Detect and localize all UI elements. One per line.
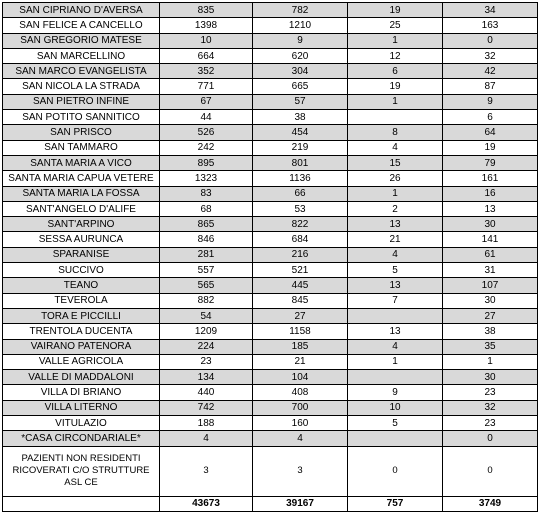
total-cases-cell: 664 <box>160 48 253 63</box>
table-row <box>3 232 538 247</box>
positive-cell: 30 <box>443 217 538 232</box>
recovered-cell: 445 <box>253 278 348 293</box>
deaths-cell: 19 <box>348 79 443 94</box>
table-row <box>3 416 538 431</box>
deaths-cell: 2 <box>348 201 443 216</box>
table-row <box>3 94 538 109</box>
recovered-cell: 38 <box>253 110 348 125</box>
total-cases-cell: 4 <box>160 431 253 446</box>
table-body <box>3 3 538 512</box>
total-cases-cell: 565 <box>160 278 253 293</box>
positive-cell: 64 <box>443 125 538 140</box>
municipality-cell: SAN TAMMARO <box>3 140 160 155</box>
recovered-cell: 665 <box>253 79 348 94</box>
positive-cell: 61 <box>443 247 538 262</box>
recovered-cell: 1158 <box>253 324 348 339</box>
deaths-cell: 25 <box>348 18 443 33</box>
municipality-cell: SAN GREGORIO MATESE <box>3 33 160 48</box>
total-cases-cell: 526 <box>160 125 253 140</box>
recovered-cell: 66 <box>253 186 348 201</box>
deaths-cell: 4 <box>348 339 443 354</box>
total-cases-cell: 352 <box>160 64 253 79</box>
municipality-cell: SPARANISE <box>3 247 160 262</box>
municipality-cell: SAN MARCELLINO <box>3 48 160 63</box>
municipality-cell: SAN PIETRO INFINE <box>3 94 160 109</box>
deaths-cell: 13 <box>348 217 443 232</box>
deaths-cell: 13 <box>348 278 443 293</box>
positive-cell: 42 <box>443 64 538 79</box>
total-cases-cell: 440 <box>160 385 253 400</box>
municipality-cell: VALLE DI MADDALONI <box>3 370 160 385</box>
positive-cell: 34 <box>443 3 538 18</box>
deaths-cell: 0 <box>348 446 443 496</box>
deaths-cell: 9 <box>348 385 443 400</box>
table-row <box>3 140 538 155</box>
total-cases-cell: 865 <box>160 217 253 232</box>
positive-cell: 27 <box>443 308 538 323</box>
municipality-cell: TEANO <box>3 278 160 293</box>
positive-cell: 32 <box>443 48 538 63</box>
recovered-cell: 454 <box>253 125 348 140</box>
municipality-cell: SAN PRISCO <box>3 125 160 140</box>
table-row <box>3 64 538 79</box>
total-cases-cell: 54 <box>160 308 253 323</box>
table-row <box>3 339 538 354</box>
positive-cell: 30 <box>443 370 538 385</box>
recovered-cell: 1210 <box>253 18 348 33</box>
recovered-cell: 1136 <box>253 171 348 186</box>
table-row <box>3 247 538 262</box>
deaths-cell <box>348 431 443 446</box>
positive-cell: 107 <box>443 278 538 293</box>
total-cases-cell: 895 <box>160 155 253 170</box>
table-row <box>3 186 538 201</box>
municipality-cell: SANTA MARIA A VICO <box>3 155 160 170</box>
total-cases-cell: 771 <box>160 79 253 94</box>
recovered-cell: 521 <box>253 263 348 278</box>
deaths-cell: 4 <box>348 140 443 155</box>
total-cases-cell: 1209 <box>160 324 253 339</box>
recovered-cell: 700 <box>253 400 348 415</box>
deaths-cell <box>348 308 443 323</box>
deaths-cell: 10 <box>348 400 443 415</box>
deaths-cell: 8 <box>348 125 443 140</box>
deaths-cell <box>348 370 443 385</box>
deaths-cell: 15 <box>348 155 443 170</box>
total-cases-cell: 281 <box>160 247 253 262</box>
recovered-cell: 845 <box>253 293 348 308</box>
recovered-cell: 160 <box>253 416 348 431</box>
positive-cell: 16 <box>443 186 538 201</box>
municipality-cell: SAN NICOLA LA STRADA <box>3 79 160 94</box>
table-row <box>3 293 538 308</box>
municipality-cell: SESSA AURUNCA <box>3 232 160 247</box>
recovered-cell: 801 <box>253 155 348 170</box>
table-row <box>3 400 538 415</box>
positive-cell: 163 <box>443 18 538 33</box>
table-row <box>3 431 538 446</box>
recovered-cell: 408 <box>253 385 348 400</box>
positive-cell: 38 <box>443 324 538 339</box>
positive-cell: 6 <box>443 110 538 125</box>
recovered-cell: 185 <box>253 339 348 354</box>
deaths-cell: 12 <box>348 48 443 63</box>
total-cases-cell: 3 <box>160 446 253 496</box>
total-cases-cell: 882 <box>160 293 253 308</box>
covid-cases-table <box>2 2 538 512</box>
recovered-cell: 9 <box>253 33 348 48</box>
municipality-cell: SAN CIPRIANO D'AVERSA <box>3 3 160 18</box>
deaths-cell: 6 <box>348 64 443 79</box>
positive-cell: 87 <box>443 79 538 94</box>
positive-cell: 32 <box>443 400 538 415</box>
recovered-cell: 216 <box>253 247 348 262</box>
table-row <box>3 155 538 170</box>
total-deaths-cell: 757 <box>348 496 443 511</box>
non-resident-patients-row <box>3 446 538 496</box>
positive-cell: 23 <box>443 416 538 431</box>
recovered-cell: 620 <box>253 48 348 63</box>
municipality-cell: SANTA MARIA LA FOSSA <box>3 186 160 201</box>
deaths-cell: 19 <box>348 3 443 18</box>
municipality-cell: TEVEROLA <box>3 293 160 308</box>
total-cases-cell: 44 <box>160 110 253 125</box>
table-row <box>3 3 538 18</box>
table-row <box>3 324 538 339</box>
table-row <box>3 79 538 94</box>
municipality-cell: SANTA MARIA CAPUA VETERE <box>3 171 160 186</box>
total-cases-cell: 134 <box>160 370 253 385</box>
positive-cell: 31 <box>443 263 538 278</box>
total-cases-cell: 835 <box>160 3 253 18</box>
total-cases-cell: 68 <box>160 201 253 216</box>
deaths-cell: 21 <box>348 232 443 247</box>
positive-cell: 23 <box>443 385 538 400</box>
positive-cell: 161 <box>443 171 538 186</box>
table-row <box>3 217 538 232</box>
table-row <box>3 48 538 63</box>
recovered-cell: 304 <box>253 64 348 79</box>
total-cases-cell: 1323 <box>160 171 253 186</box>
table-row <box>3 308 538 323</box>
table-row <box>3 354 538 369</box>
recovered-cell: 782 <box>253 3 348 18</box>
deaths-cell: 7 <box>348 293 443 308</box>
municipality-cell: VITULAZIO <box>3 416 160 431</box>
table-row <box>3 171 538 186</box>
total-cases-cell: 23 <box>160 354 253 369</box>
municipality-cell: SUCCIVO <box>3 263 160 278</box>
positive-cell: 0 <box>443 33 538 48</box>
table-row <box>3 110 538 125</box>
recovered-cell: 21 <box>253 354 348 369</box>
total-cases-cell: 67 <box>160 94 253 109</box>
table-row <box>3 385 538 400</box>
recovered-cell: 53 <box>253 201 348 216</box>
recovered-cell: 4 <box>253 431 348 446</box>
recovered-cell: 104 <box>253 370 348 385</box>
positive-cell: 1 <box>443 354 538 369</box>
deaths-cell: 1 <box>348 94 443 109</box>
table-row <box>3 33 538 48</box>
deaths-cell: 1 <box>348 33 443 48</box>
total-cases-cell: 10 <box>160 33 253 48</box>
totals-row <box>3 496 538 511</box>
positive-cell: 0 <box>443 446 538 496</box>
municipality-cell: VILLA DI BRIANO <box>3 385 160 400</box>
total-cases-cell: 557 <box>160 263 253 278</box>
table-row <box>3 370 538 385</box>
deaths-cell: 1 <box>348 354 443 369</box>
municipality-cell: VAIRANO PATENORA <box>3 339 160 354</box>
recovered-cell: 219 <box>253 140 348 155</box>
totals-label-cell <box>3 496 160 511</box>
municipality-cell: SANT'ANGELO D'ALIFE <box>3 201 160 216</box>
table-row <box>3 18 538 33</box>
total-cases-cell: 846 <box>160 232 253 247</box>
municipality-cell: VALLE AGRICOLA <box>3 354 160 369</box>
recovered-cell: 57 <box>253 94 348 109</box>
municipality-cell: PAZIENTI NON RESIDENTI RICOVERATI C/O STRUTTURE ASL CE <box>3 446 160 496</box>
positive-cell: 79 <box>443 155 538 170</box>
total-cases-cell: 188 <box>160 416 253 431</box>
positive-cell: 0 <box>443 431 538 446</box>
deaths-cell <box>348 110 443 125</box>
recovered-cell: 27 <box>253 308 348 323</box>
positive-cell: 35 <box>443 339 538 354</box>
total-cases-cell: 1398 <box>160 18 253 33</box>
recovered-cell: 684 <box>253 232 348 247</box>
municipality-cell: SAN POTITO SANNITICO <box>3 110 160 125</box>
municipality-cell: TORA E PICCILLI <box>3 308 160 323</box>
total-cases-cell: 742 <box>160 400 253 415</box>
deaths-cell: 13 <box>348 324 443 339</box>
recovered-cell: 3 <box>253 446 348 496</box>
municipality-cell: VILLA LITERNO <box>3 400 160 415</box>
total-cases-cell: 83 <box>160 186 253 201</box>
municipality-cell: TRENTOLA DUCENTA <box>3 324 160 339</box>
positive-cell: 13 <box>443 201 538 216</box>
positive-cell: 9 <box>443 94 538 109</box>
deaths-cell: 5 <box>348 263 443 278</box>
municipality-cell: SANT'ARPINO <box>3 217 160 232</box>
deaths-cell: 4 <box>348 247 443 262</box>
table-row <box>3 263 538 278</box>
positive-cell: 141 <box>443 232 538 247</box>
table-row <box>3 278 538 293</box>
positive-cell: 30 <box>443 293 538 308</box>
data-table-container <box>2 2 537 512</box>
total-total-cases-cell: 43673 <box>160 496 253 511</box>
municipality-cell: SAN MARCO EVANGELISTA <box>3 64 160 79</box>
municipality-cell: SAN FELICE A CANCELLO <box>3 18 160 33</box>
deaths-cell: 1 <box>348 186 443 201</box>
positive-cell: 19 <box>443 140 538 155</box>
table-row <box>3 125 538 140</box>
recovered-cell: 822 <box>253 217 348 232</box>
deaths-cell: 5 <box>348 416 443 431</box>
total-recovered-cell: 39167 <box>253 496 348 511</box>
total-cases-cell: 242 <box>160 140 253 155</box>
deaths-cell: 26 <box>348 171 443 186</box>
municipality-cell: *CASA CIRCONDARIALE* <box>3 431 160 446</box>
total-cases-cell: 224 <box>160 339 253 354</box>
table-row <box>3 201 538 216</box>
total-positive-cell: 3749 <box>443 496 538 511</box>
